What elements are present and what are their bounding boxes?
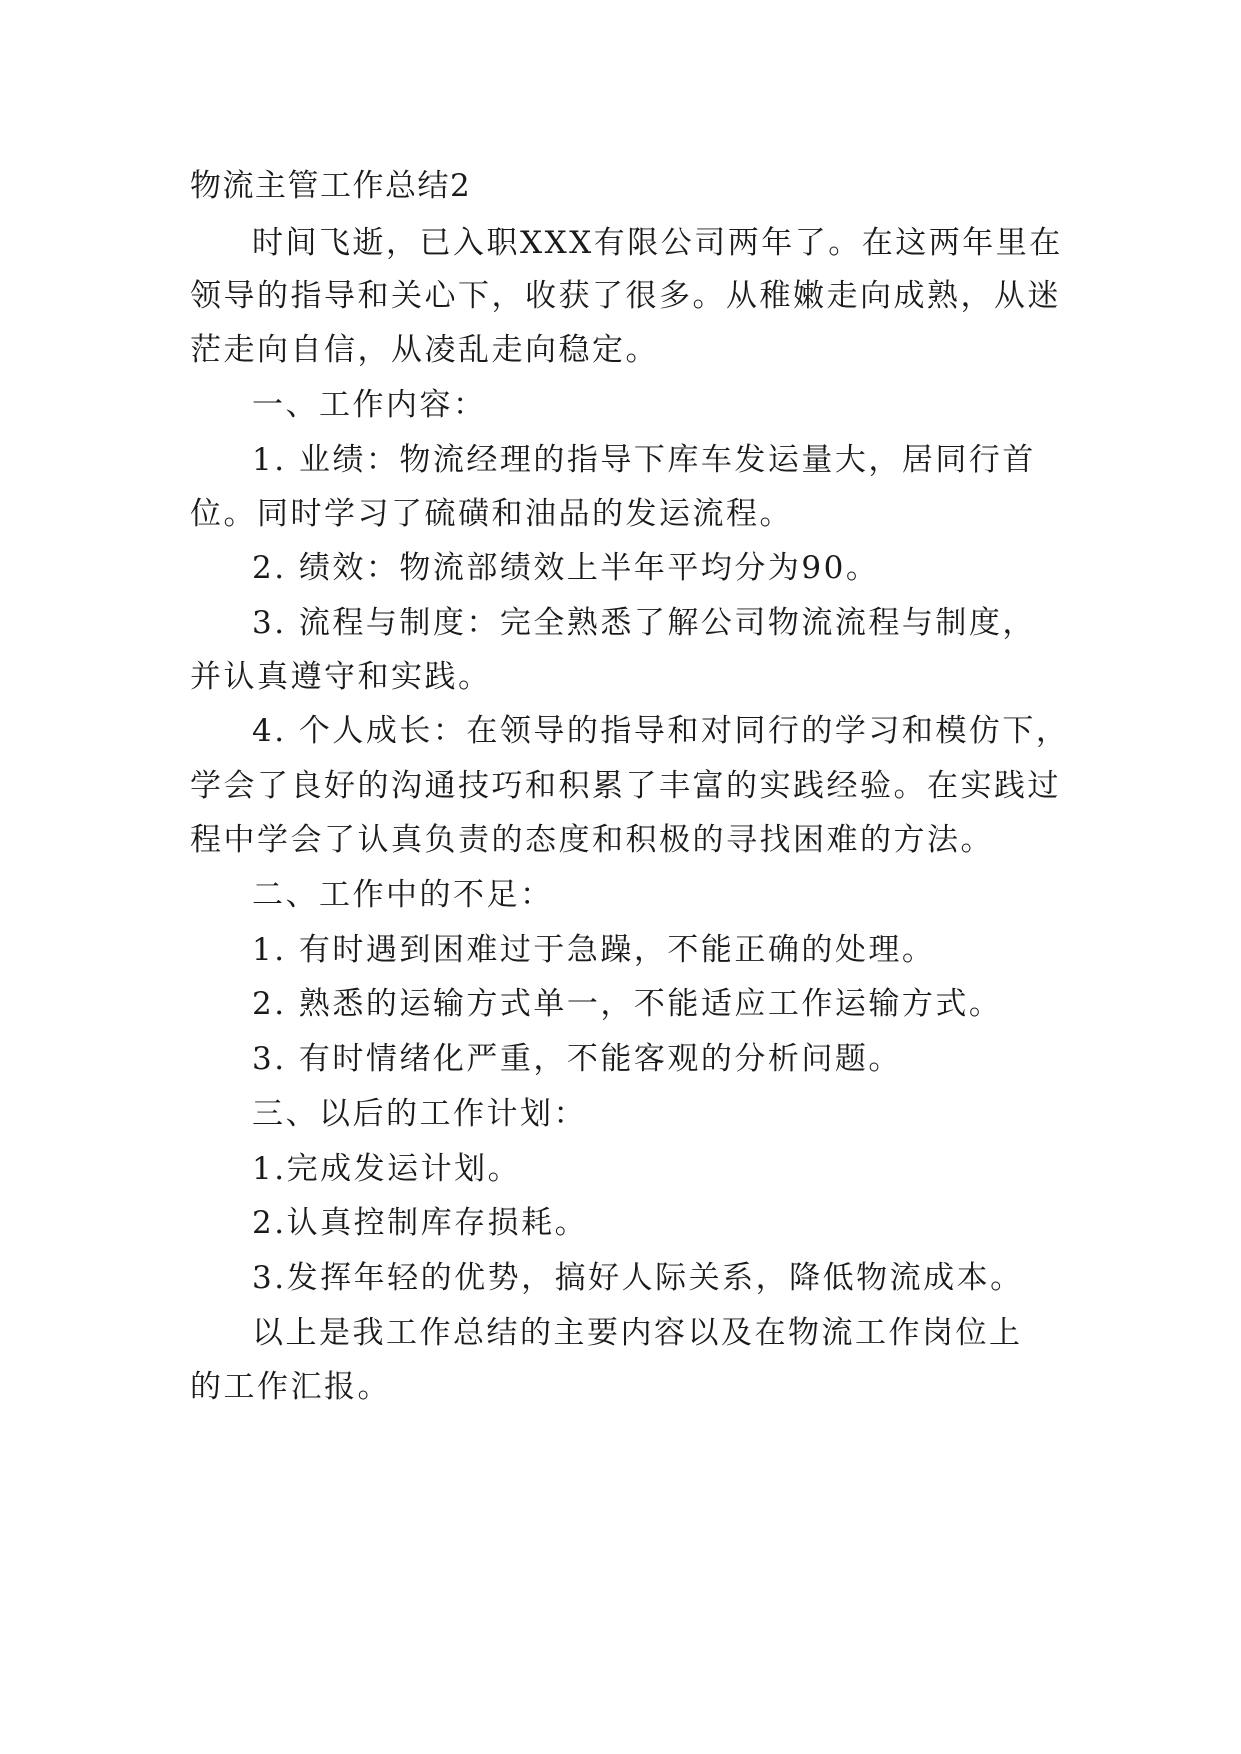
section-heading: 一、工作内容： [252,387,487,423]
list-item: 2.认真控制库存损耗。 [252,1205,589,1241]
paragraph-line: 茫走向自信，从凌乱走向稳定。 [190,332,659,368]
list-item: 3. 有时情绪化严重，不能客观的分析问题。 [252,1041,902,1077]
list-item: 1.完成发运计划。 [252,1151,522,1187]
list-item: 2. 绩效：物流部绩效上半年平均分为90。 [252,550,880,586]
paragraph-line: 并认真遵守和实践。 [190,659,492,695]
list-item: 2. 熟悉的运输方式单一，不能适应工作运输方式。 [252,986,1003,1022]
list-item: 1. 有时遇到困难过于急躁，不能正确的处理。 [252,932,936,968]
list-item: 1. 业绩：物流经理的指导下库车发运量大，居同行首 [252,442,1036,478]
section-heading: 二、工作中的不足： [252,877,554,913]
document-title: 物流主管工作总结2 [190,168,472,204]
list-item: 3.发挥年轻的优势，搞好人际关系，降低物流成本。 [252,1260,1024,1296]
list-item: 4. 个人成长：在领导的指导和对同行的学习和模仿下， [252,713,1070,749]
paragraph-line: 的工作汇报。 [190,1369,391,1405]
section-heading: 三、以后的工作计划： [252,1096,587,1132]
list-item: 3. 流程与制度：完全熟悉了解公司物流流程与制度， [252,605,1036,641]
paragraph-line: 程中学会了认真负责的态度和积极的寻找困难的方法。 [190,822,994,858]
paragraph-line: 位。同时学习了硫磺和油品的发运流程。 [190,496,793,532]
paragraph-line: 领导的指导和关心下，收获了很多。从稚嫩走向成熟，从迷 [190,278,1061,314]
paragraph-line: 时间飞逝，已入职XXX有限公司两年了。在这两年里在 [252,225,1063,261]
paragraph-line: 以上是我工作总结的主要内容以及在物流工作岗位上 [252,1315,1023,1351]
paragraph-line: 学会了良好的沟通技巧和积累了丰富的实践经验。在实践过 [190,768,1061,804]
